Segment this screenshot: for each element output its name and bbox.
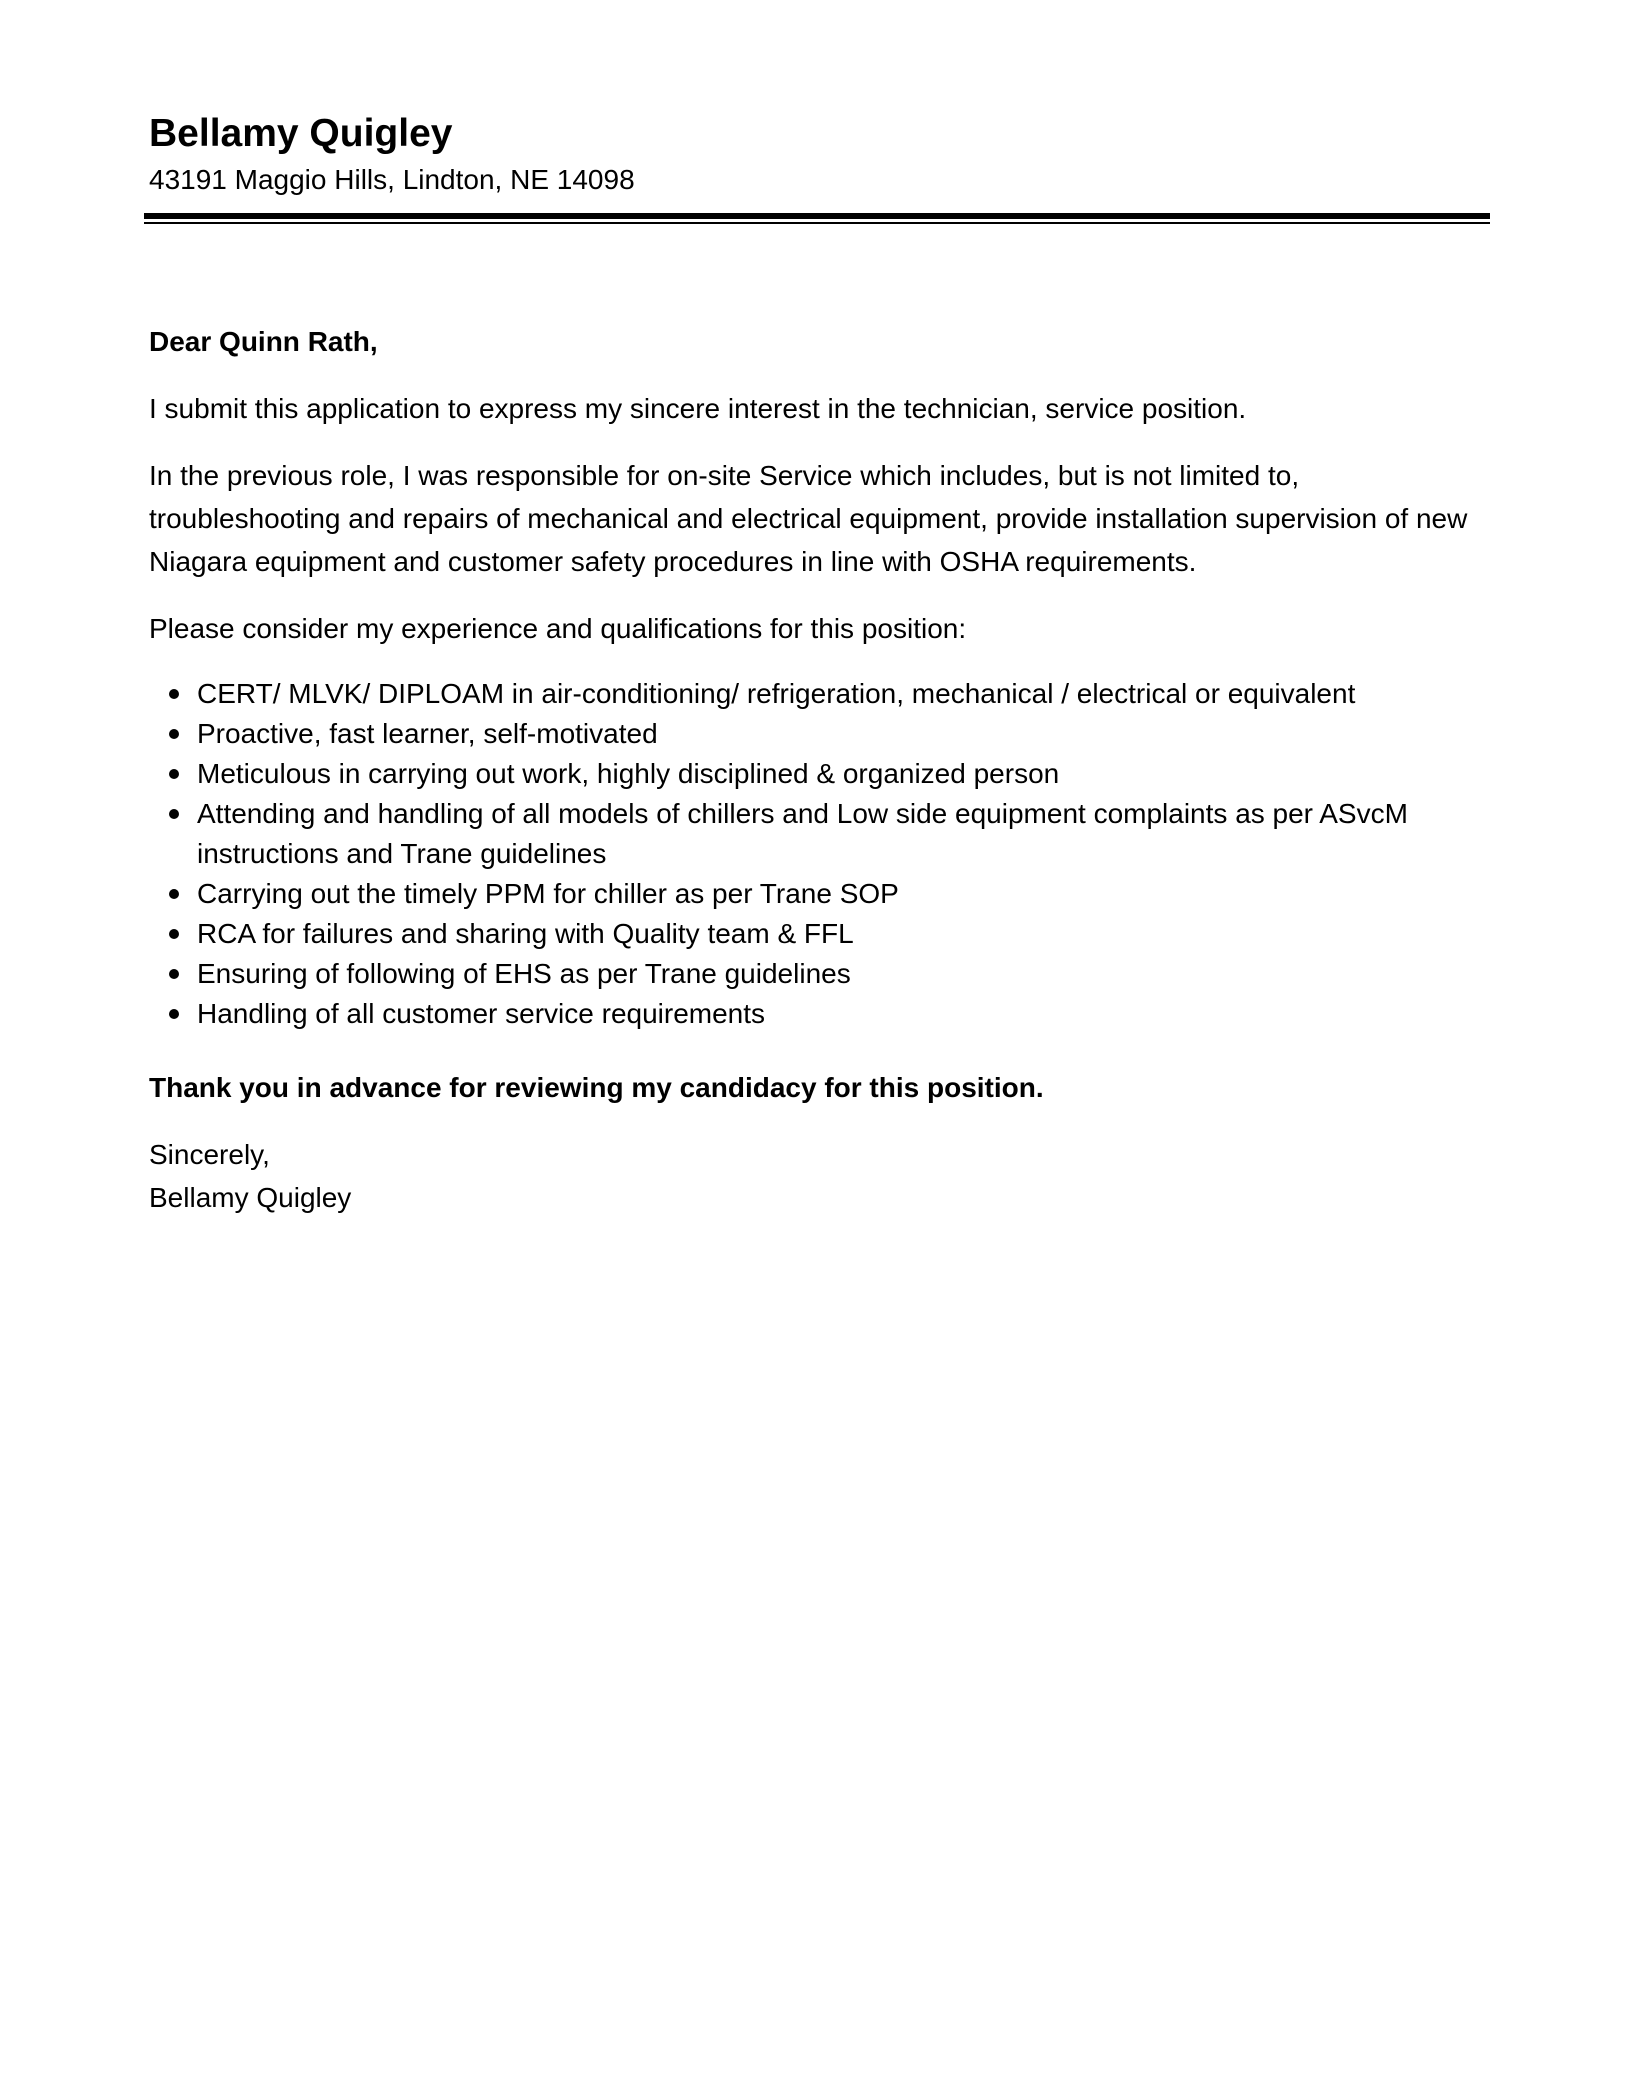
bullet-icon (169, 969, 179, 979)
header-divider-thin (144, 222, 1490, 224)
header-divider-thick (144, 213, 1490, 219)
qualifications-list (149, 674, 1489, 1034)
signoff (149, 1133, 1489, 1219)
signature-name: Bellamy Quigley (149, 1182, 352, 1213)
thanks-paragraph: Thank you in advance for reviewing my candidacy for this position. (149, 1072, 1044, 1103)
bullet-icon (169, 889, 179, 899)
list-item (197, 714, 1489, 754)
bullet-icon (169, 809, 179, 819)
intro-paragraph: I submit this application to express my sincere interest in the technician, service position. (149, 393, 1247, 424)
list-item-text: CERT/ MLVK/ DIPLOAM in air-conditioning/ refrigeration, mechanical / electrical or equivalent (197, 678, 1356, 709)
list-item (197, 754, 1489, 794)
consider-paragraph: Please consider my experience and qualifications for this position: (149, 613, 967, 644)
list-item (197, 994, 1489, 1034)
sender-address: 43191 Maggio Hills, Lindton, NE 14098 (149, 164, 635, 195)
list-item (197, 954, 1489, 994)
bullet-icon (169, 689, 179, 699)
sender-name: Bellamy Quigley (149, 112, 453, 155)
list-item (197, 674, 1489, 714)
list-item (197, 914, 1489, 954)
previous-role-paragraph: In the previous role, I was responsible for on-site Service which includes, but is not limited to, troubleshooting and repairs of mechanical and electrical equipment, provide installation supervision of new Niagara equipment and customer safety procedures in line with OSHA requirements. (149, 460, 1468, 577)
list-item-text: Carrying out the timely PPM for chiller as per Trane SOP (197, 878, 899, 909)
bullet-icon (169, 729, 179, 739)
list-item (197, 874, 1489, 914)
letter-body (149, 320, 1489, 1219)
list-item-text: Ensuring of following of EHS as per Trane guidelines (197, 958, 851, 989)
closing-text: Sincerely, (149, 1139, 270, 1170)
bullet-icon (169, 1009, 179, 1019)
list-item-text: Proactive, fast learner, self-motivated (197, 718, 658, 749)
salutation: Dear Quinn Rath, (149, 326, 378, 357)
list-item (197, 794, 1489, 874)
bullet-icon (169, 929, 179, 939)
list-item-text: Handling of all customer service requirements (197, 998, 766, 1029)
list-item-text: Attending and handling of all models of chillers and Low side equipment complaints as per ASvcM instructions and Trane guidelines (197, 798, 1408, 869)
bullet-icon (169, 769, 179, 779)
list-item-text: Meticulous in carrying out work, highly disciplined & organized person (197, 758, 1060, 789)
list-item-text: RCA for failures and sharing with Quality team & FFL (197, 918, 854, 949)
letter-header (149, 108, 1489, 200)
